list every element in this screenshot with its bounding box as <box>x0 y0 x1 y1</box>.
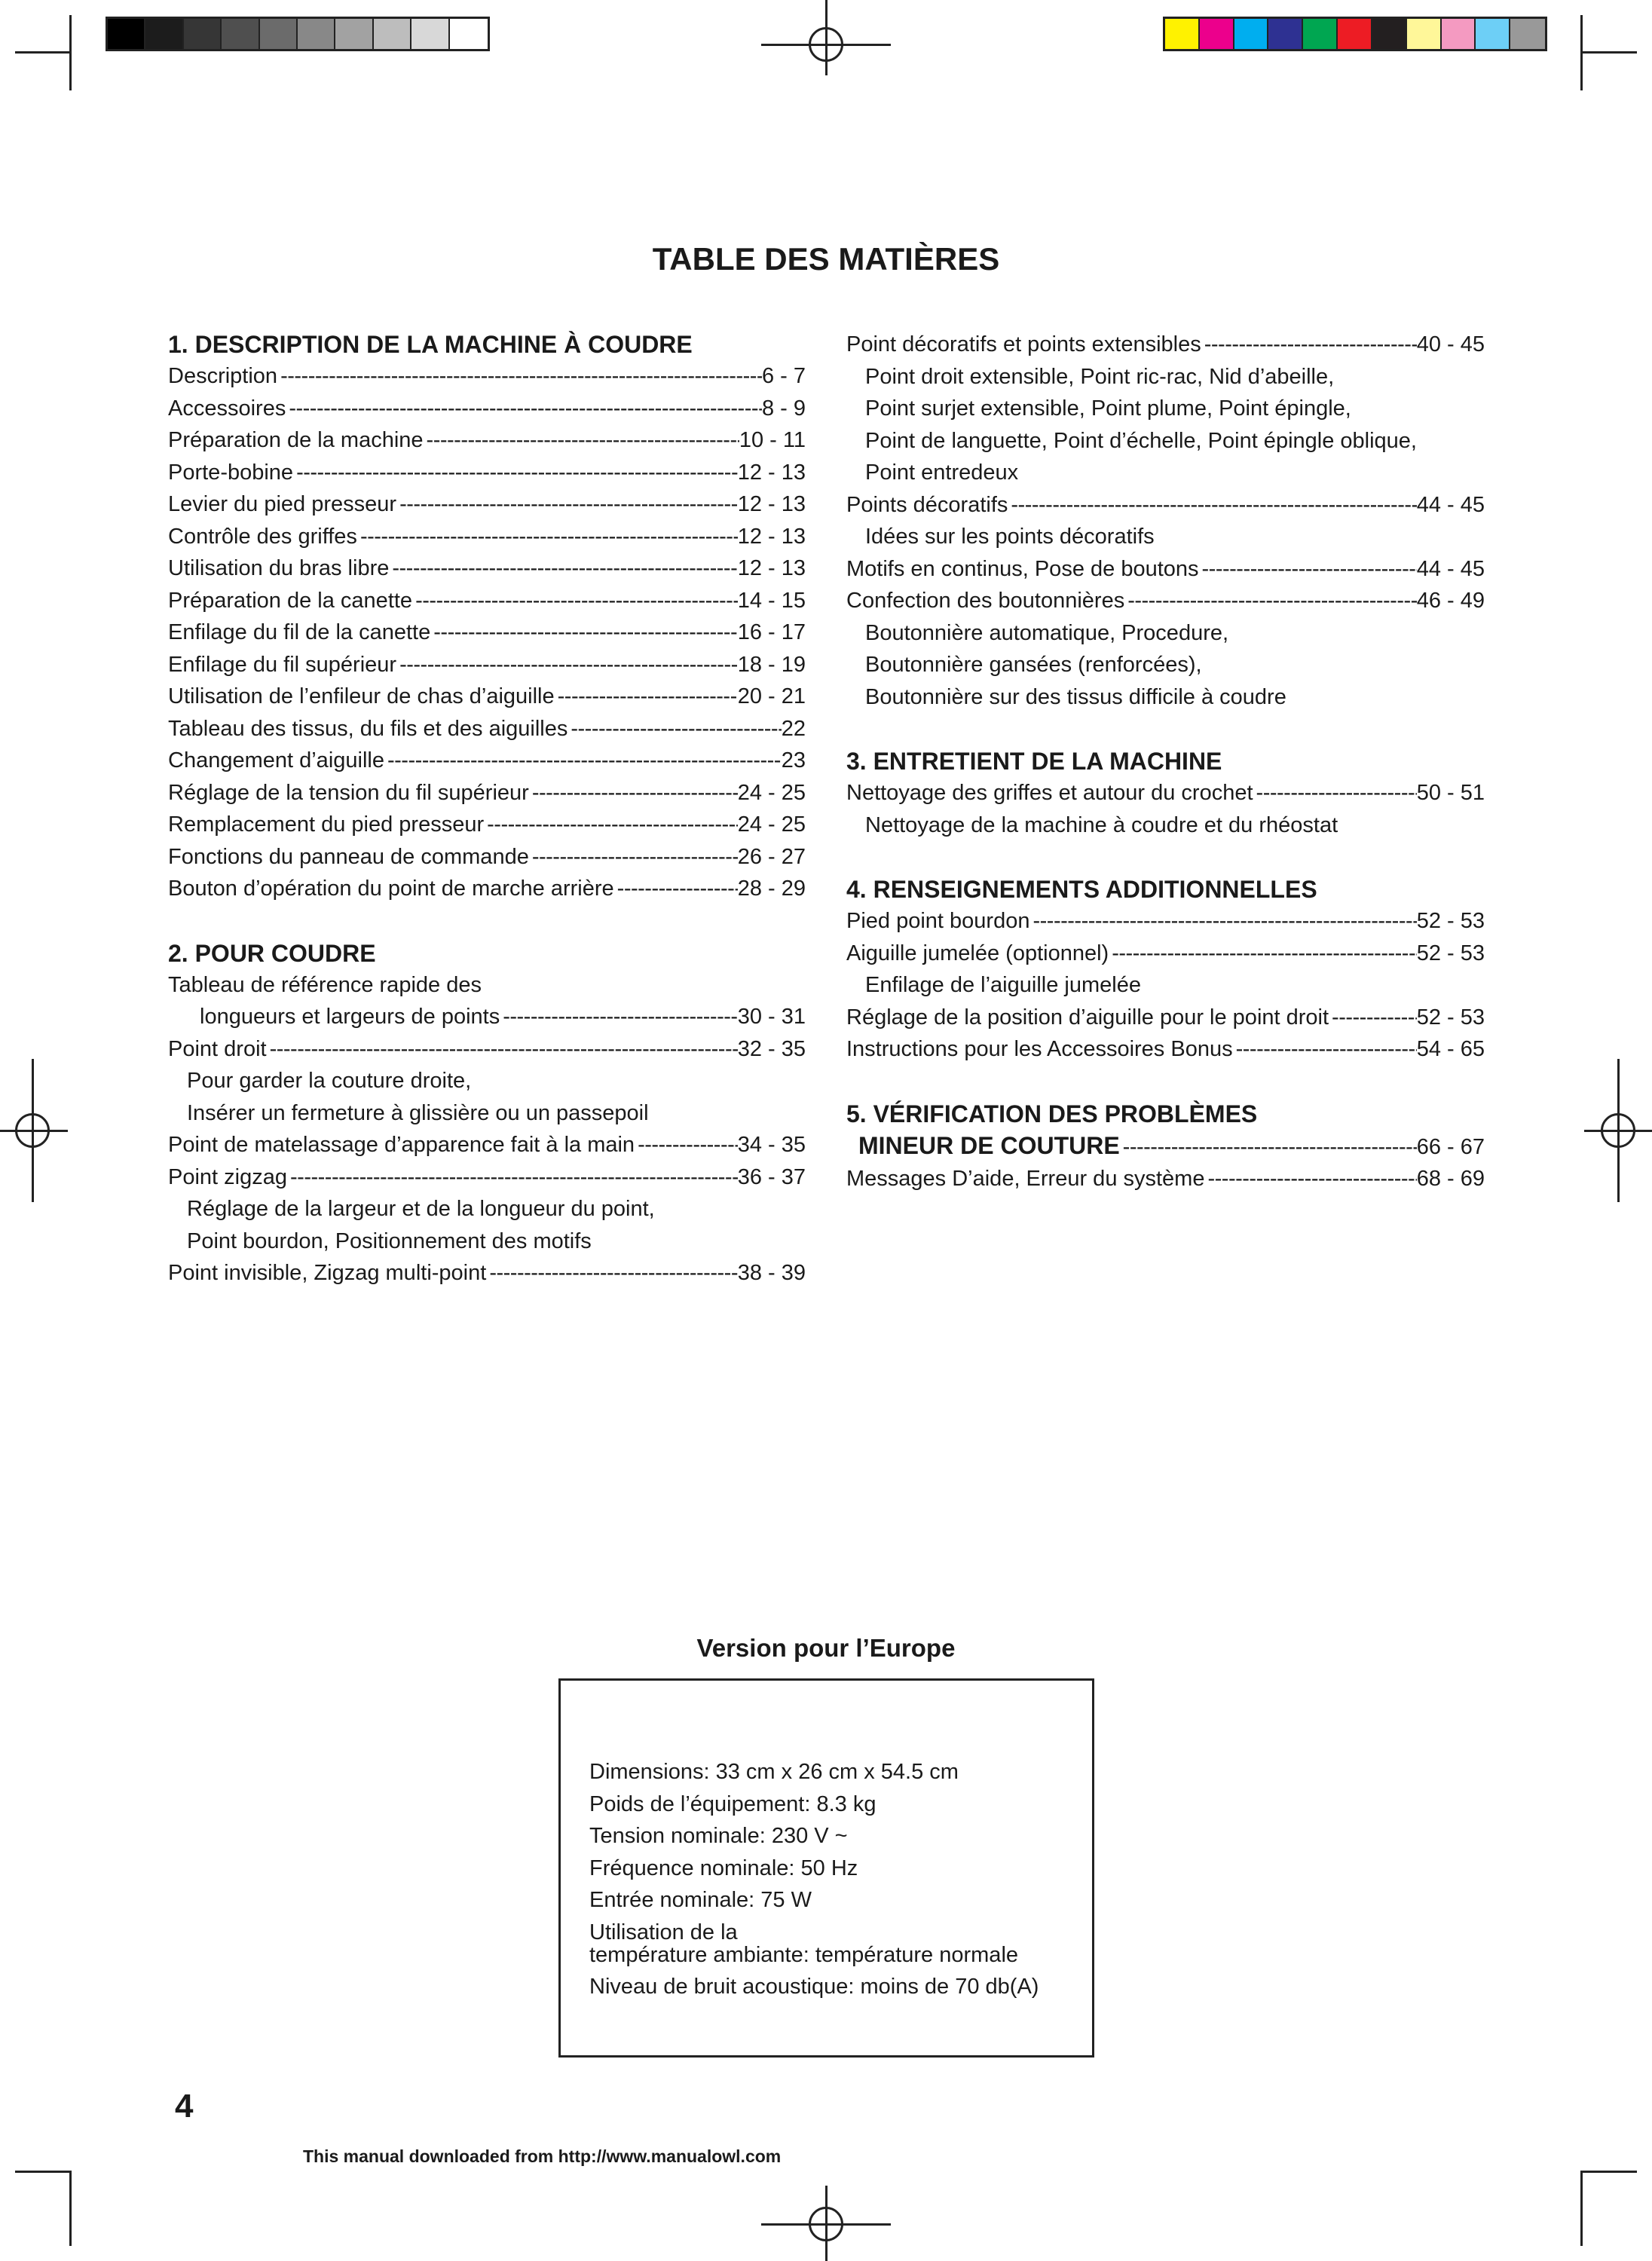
color-swatch <box>184 19 222 49</box>
toc-entry-label: MINEUR DE COUTURE <box>858 1131 1120 1159</box>
color-swatch <box>335 19 373 49</box>
toc-entry <box>846 329 1485 361</box>
color-swatch <box>1234 19 1269 49</box>
dot-leader <box>424 424 739 457</box>
toc-entry-pages: 14 - 15 <box>737 588 806 613</box>
toc-entry-pages: 12 - 13 <box>737 460 806 485</box>
toc-subitem: Enfilage de l’aiguille jumelée <box>865 973 1141 997</box>
dot-leader <box>1204 1163 1416 1195</box>
toc-subitem: Réglage de la largeur et de la longueur du point, <box>187 1197 655 1221</box>
toc-entry-pages: 36 - 37 <box>737 1164 806 1189</box>
toc-entry <box>846 585 1485 617</box>
toc-entry-pages: 24 - 25 <box>737 780 806 805</box>
toc-entry-label: Préparation de la machine <box>168 428 424 452</box>
toc-entry-label: Point droit <box>168 1036 267 1061</box>
toc-entry-pages: 26 - 27 <box>737 844 806 869</box>
dot-leader <box>529 777 738 809</box>
spec-item <box>589 1917 1039 1971</box>
toc-entry-label: Réglage de la position d’aiguille pour le point droit <box>846 1005 1329 1030</box>
toc-entry <box>168 777 806 809</box>
registration-crosshair <box>1617 1059 1620 1202</box>
toc-entry-label: Remplacement du pied presseur <box>168 812 485 837</box>
toc-entry <box>168 1033 806 1066</box>
crop-mark <box>15 51 69 54</box>
toc-entry <box>168 521 806 553</box>
registration-crosshair <box>825 0 828 75</box>
color-swatch <box>222 19 259 49</box>
spec-item: Poids de l’équipement: 8.3 kg <box>589 1791 876 1816</box>
toc-entry <box>168 488 806 521</box>
toc-entry-label: Enfilage du fil supérieur <box>168 652 397 677</box>
section-heading: 2. POUR COUDRE <box>168 939 376 967</box>
toc-entry <box>168 1257 806 1290</box>
toc-entry <box>846 1163 1485 1195</box>
toc-entry <box>168 616 806 649</box>
toc-entry-pages: 20 - 21 <box>737 684 806 708</box>
toc-entry-pages: 12 - 13 <box>737 524 806 549</box>
toc-entry-pages: 23 <box>781 748 806 773</box>
dot-leader <box>267 1033 738 1066</box>
section-heading: 3. ENTRETIENT DE LA MACHINE <box>846 748 1222 775</box>
toc-entry-label: Changement d’aiguille <box>168 748 384 773</box>
toc-entry-label: Description <box>168 364 278 388</box>
toc-entry <box>168 745 806 777</box>
toc-subitem: Nettoyage de la machine à coudre et du rhéostat <box>865 812 1338 837</box>
color-swatch <box>1407 19 1442 49</box>
toc-left-column <box>168 329 806 1290</box>
toc-entry <box>168 1161 806 1194</box>
toc-entry-label: longueurs et largeurs de points <box>200 1005 500 1029</box>
color-swatch <box>1165 19 1200 49</box>
color-swatch <box>1338 19 1372 49</box>
color-swatch <box>1200 19 1234 49</box>
dot-leader <box>529 841 738 873</box>
version-title: Version pour l’Europe <box>696 1634 956 1662</box>
toc-entry <box>846 553 1485 586</box>
dot-leader <box>635 1129 738 1161</box>
toc-entry-label: Messages D’aide, Erreur du système <box>846 1167 1205 1191</box>
toc-entry-label: Préparation de la canette <box>168 588 413 613</box>
toc-entry-pages: 12 - 13 <box>737 492 806 516</box>
color-swatch <box>1442 19 1476 49</box>
dot-leader <box>430 616 737 649</box>
toc-entry-label: Utilisation de l’enfileur de chas d’aiguille <box>168 684 555 708</box>
toc-entry <box>168 360 806 393</box>
toc-subitem: Point de languette, Point d’échelle, Point épingle oblique, <box>865 428 1417 453</box>
spec-box <box>558 1678 1094 2058</box>
toc-entry-pages: 46 - 49 <box>1416 589 1485 613</box>
crop-mark <box>1580 2171 1583 2246</box>
dot-leader <box>1029 905 1416 938</box>
section-spacer <box>168 905 806 938</box>
dot-leader <box>412 585 738 617</box>
toc-entry-label: Point invisible, Zigzag multi-point <box>168 1261 487 1285</box>
toc-entry-pages: 68 - 69 <box>1416 1167 1485 1191</box>
toc-entry-pages: 52 - 53 <box>1416 941 1485 965</box>
dot-leader <box>500 1001 738 1033</box>
toc-subitem: Boutonnière sur des tissus difficile à coudre <box>865 684 1286 709</box>
toc-subitem: Pour garder la couture droite, <box>187 1069 472 1093</box>
color-swatch <box>260 19 298 49</box>
toc-entry <box>168 1001 806 1033</box>
toc-entry-pages: 10 - 11 <box>739 428 806 452</box>
toc-entry-pages: 52 - 53 <box>1416 1005 1485 1030</box>
toc-entry-pages: 22 <box>781 716 806 741</box>
toc-entry <box>846 1130 1485 1164</box>
dot-leader <box>1233 1033 1417 1066</box>
spec-item: Fréquence nominale: 50 Hz <box>589 1856 858 1880</box>
toc-subitem: Point surjet extensible, Point plume, Point épingle, <box>865 396 1351 421</box>
toc-subitem: Point bourdon, Positionnement des motifs <box>187 1228 592 1253</box>
section-spacer <box>846 841 1485 873</box>
color-calibration-strip <box>1163 17 1547 51</box>
toc-entry-pages: 44 - 45 <box>1416 492 1485 517</box>
dot-leader <box>293 457 738 489</box>
dot-leader <box>614 873 738 905</box>
toc-entry-pages: 34 - 35 <box>737 1133 806 1157</box>
color-swatch <box>1268 19 1303 49</box>
toc-entry-pages: 66 - 67 <box>1416 1134 1485 1159</box>
dot-leader <box>1253 777 1417 809</box>
toc-entry-label: Instructions pour les Accessoires Bonus <box>846 1037 1233 1061</box>
toc-entry <box>168 649 806 681</box>
toc-entry-pages: 8 - 9 <box>761 396 806 421</box>
footer-note: This manual downloaded from http://www.manualowl.com <box>303 2146 782 2166</box>
dot-leader <box>567 713 781 745</box>
spec-item: Niveau de bruit acoustique: moins de 70 db(A) <box>589 1974 1039 1999</box>
crop-mark <box>69 15 72 90</box>
toc-entry <box>168 681 806 713</box>
toc-subitem: Tableau de référence rapide des <box>168 972 482 997</box>
toc-entry-pages: 30 - 31 <box>737 1005 806 1029</box>
dot-leader <box>484 809 738 841</box>
spec-item: Tension nominale: 230 V ~ <box>589 1824 848 1848</box>
spec-list <box>589 1756 1039 2002</box>
toc-entry <box>168 424 806 457</box>
toc-entry <box>846 777 1485 809</box>
color-swatch <box>1303 19 1338 49</box>
toc-entry-label: Porte-bobine <box>168 460 294 485</box>
section-heading: 4. RENSEIGNEMENTS ADDITIONNELLES <box>846 876 1317 903</box>
toc-entry-pages: 6 - 7 <box>761 364 806 388</box>
toc-entry-label: Accessoires <box>168 396 286 421</box>
section-heading: 1. DESCRIPTION DE LA MACHINE À COUDRE <box>168 331 693 358</box>
toc-entry-pages: 50 - 51 <box>1416 781 1485 805</box>
dot-leader <box>357 521 738 553</box>
dot-leader <box>277 360 762 393</box>
toc-entry <box>168 552 806 585</box>
toc-subitem: Insérer un fermeture à glissière ou un passepoil <box>187 1100 649 1125</box>
toc-entry-pages: 18 - 19 <box>737 652 806 677</box>
toc-entry-pages: 24 - 25 <box>737 812 806 837</box>
section-spacer <box>846 1066 1485 1098</box>
toc-entry-pages: 38 - 39 <box>737 1261 806 1285</box>
toc-entry-label: Point décoratifs et points extensibles <box>846 332 1201 356</box>
dot-leader <box>396 488 738 521</box>
toc-entry-pages: 52 - 53 <box>1416 909 1485 933</box>
dot-leader <box>286 393 762 425</box>
spec-item-line: température ambiante: température normale <box>589 1942 1019 1967</box>
dot-leader <box>1124 585 1417 617</box>
spec-item: Dimensions: 33 cm x 26 cm x 54.5 cm <box>589 1760 959 1784</box>
dot-leader <box>1008 489 1416 522</box>
toc-entry-label: Contrôle des griffes <box>168 524 357 549</box>
toc-subitem: Boutonnière automatique, Procedure, <box>865 620 1229 645</box>
dot-leader <box>1201 329 1417 361</box>
toc-entry-pages: 54 - 65 <box>1416 1037 1485 1061</box>
toc-subitem: Point entredeux <box>865 460 1019 485</box>
crop-mark <box>1583 51 1637 54</box>
toc-entry-label: Réglage de la tension du fil supérieur <box>168 780 529 805</box>
toc-entry <box>846 1033 1485 1066</box>
section-heading: 5. VÉRIFICATION DES PROBLÈMES <box>846 1100 1258 1127</box>
dot-leader <box>1120 1131 1417 1164</box>
dot-leader <box>287 1161 738 1194</box>
registration-crosshair <box>0 1130 68 1132</box>
dot-leader <box>1109 938 1417 970</box>
toc-right-column <box>846 329 1485 1195</box>
toc-entry <box>168 713 806 745</box>
toc-entry-label: Utilisation du bras libre <box>168 556 390 580</box>
dot-leader <box>1199 553 1417 586</box>
registration-crosshair <box>32 1059 34 1202</box>
toc-entry <box>168 873 806 905</box>
toc-entry-label: Aiguille jumelée (optionnel) <box>846 941 1109 965</box>
color-swatch <box>1372 19 1407 49</box>
toc-entry-label: Fonctions du panneau de commande <box>168 844 529 869</box>
toc-entry-label: Motifs en continus, Pose de boutons <box>846 556 1199 581</box>
grayscale-calibration-strip <box>106 17 490 51</box>
toc-subitem: Point droit extensible, Point ric-rac, Nid d’abeille, <box>865 364 1335 389</box>
spec-item-line: Utilisation de la <box>589 1920 738 1944</box>
toc-entry <box>168 841 806 873</box>
color-swatch <box>298 19 335 49</box>
crop-mark <box>69 2171 72 2246</box>
toc-entry-pages: 32 - 35 <box>737 1036 806 1061</box>
color-swatch <box>145 19 183 49</box>
page-number: 4 <box>175 2088 194 2125</box>
dot-leader <box>1329 1002 1417 1034</box>
toc-entry-pages: 12 - 13 <box>737 556 806 580</box>
toc-entry <box>846 489 1485 522</box>
toc-entry-label: Bouton d’opération du point de marche arrière <box>168 877 614 901</box>
toc-entry-pages: 28 - 29 <box>737 877 806 901</box>
toc-entry <box>168 457 806 489</box>
toc-entry-label: Point zigzag <box>168 1164 287 1189</box>
page-title: TABLE DES MATIÈRES <box>652 241 1000 277</box>
toc-entry-label: Confection des boutonnières <box>846 589 1125 613</box>
color-swatch <box>1510 19 1545 49</box>
toc-entry-label: Nettoyage des griffes et autour du crochet <box>846 781 1253 805</box>
toc-entry <box>846 905 1485 938</box>
toc-entry-label: Enfilage du fil de la canette <box>168 620 431 644</box>
crop-mark <box>1580 15 1583 90</box>
toc-subitem: Boutonnière gansées (renforcées), <box>865 653 1202 677</box>
toc-entry <box>846 938 1485 970</box>
toc-entry-label: Tableau des tissus, du fils et des aiguilles <box>168 716 568 741</box>
toc-entry <box>168 585 806 617</box>
color-swatch <box>374 19 411 49</box>
toc-entry <box>168 1129 806 1161</box>
color-swatch <box>108 19 145 49</box>
toc-entry-pages: 44 - 45 <box>1416 556 1485 581</box>
color-swatch <box>450 19 488 49</box>
toc-entry-pages: 16 - 17 <box>737 620 806 644</box>
toc-entry-label: Levier du pied presseur <box>168 492 397 516</box>
crop-mark <box>1583 2171 1637 2173</box>
toc-entry <box>168 393 806 425</box>
toc-entry-label: Pied point bourdon <box>846 909 1030 933</box>
color-swatch <box>411 19 449 49</box>
toc-entry-pages: 40 - 45 <box>1416 332 1485 356</box>
dot-leader <box>396 649 738 681</box>
toc-entry <box>168 809 806 841</box>
spec-item: Entrée nominale: 75 W <box>589 1888 812 1912</box>
dot-leader <box>389 552 737 585</box>
dot-leader <box>555 681 738 713</box>
color-swatch <box>1476 19 1510 49</box>
toc-entry-label: Point de matelassage d’apparence fait à la main <box>168 1133 635 1157</box>
dot-leader <box>384 745 782 777</box>
toc-subitem: Idées sur les points décoratifs <box>865 525 1155 549</box>
crop-mark <box>15 2171 69 2173</box>
toc-entry-label: Points décoratifs <box>846 492 1008 517</box>
toc-entry <box>846 1002 1485 1034</box>
section-spacer <box>846 713 1485 745</box>
registration-crosshair <box>825 2186 828 2261</box>
dot-leader <box>486 1257 737 1290</box>
